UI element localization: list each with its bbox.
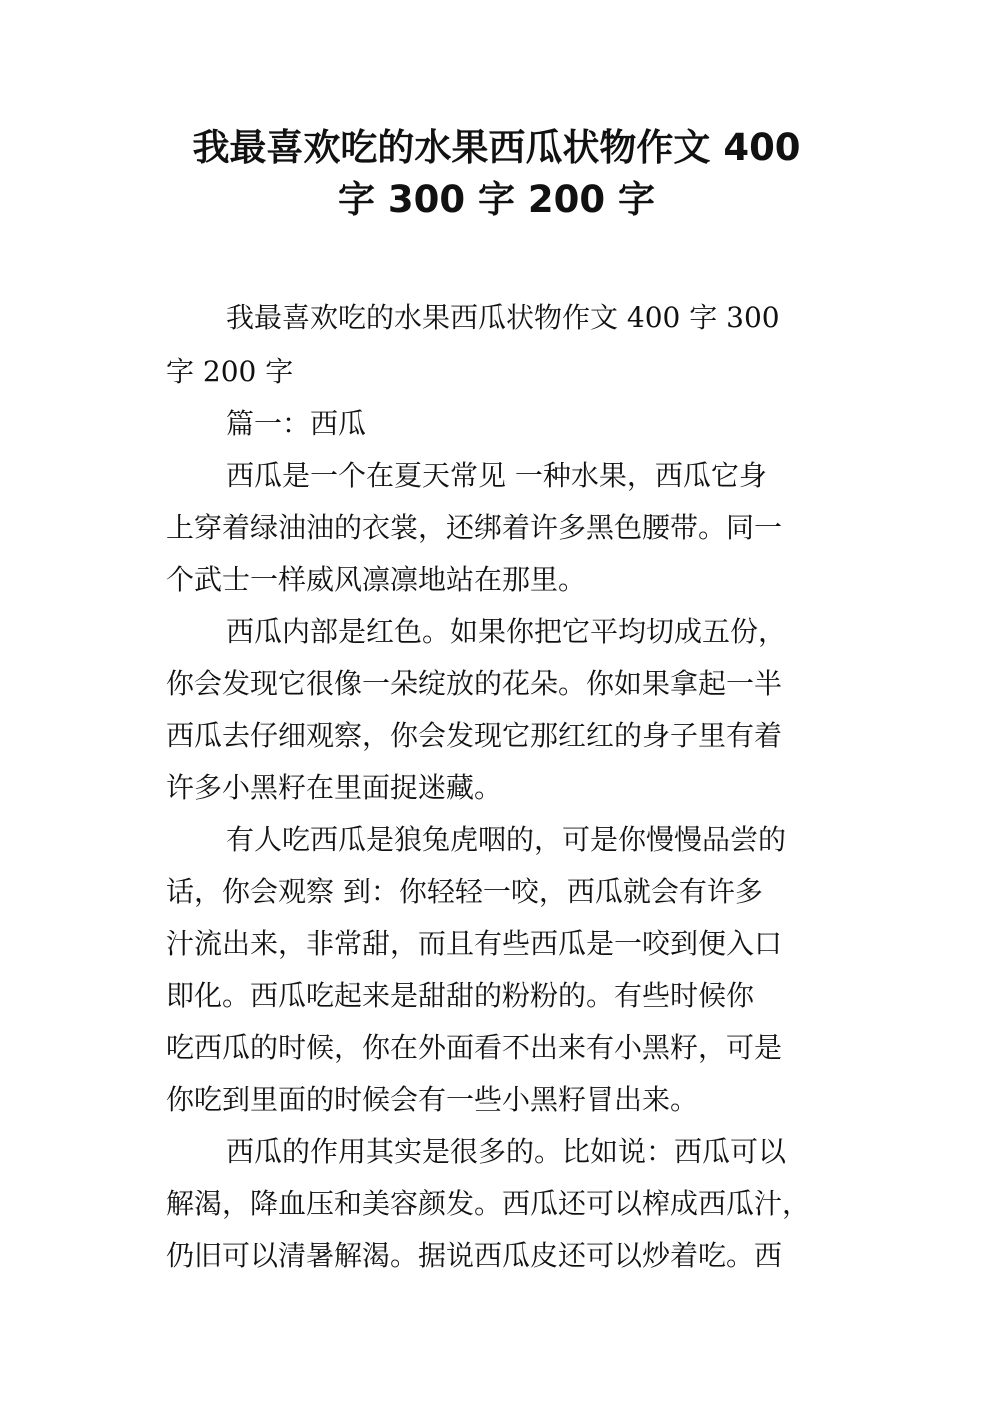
- body-line: 解渴，降血压和美容颜发。西瓜还可以榨成西瓜汁，: [166, 1187, 811, 1220]
- body-line: 上穿着绿油油的衣裳，还绑着许多黑色腰带。同一: [166, 511, 783, 544]
- body-line: 许多小黑籽在里面捉迷藏。: [166, 771, 503, 804]
- body-line: 西瓜的作用其实是很多的。比如说：西瓜可以: [226, 1135, 787, 1168]
- document-title-line-1: 我最喜欢吃的水果西瓜状物作文 400: [192, 126, 801, 169]
- body-line: 有人吃西瓜是狼兔虎咽的，可是你慢慢品尝的: [226, 823, 787, 856]
- body-line: 即化。西瓜吃起来是甜甜的粉粉的。有些时候你: [166, 979, 755, 1012]
- body-line: 个武士一样威风凛凛地站在那里。: [166, 563, 587, 596]
- body-line: 西瓜内部是红色。如果你把它平均切成五份，: [226, 615, 787, 648]
- section-heading: 篇一：西瓜: [226, 407, 367, 440]
- body-line: 你吃到里面的时候会有一些小黑籽冒出来。: [166, 1083, 699, 1116]
- body-line: 话，你会观察 到：你轻轻一咬，西瓜就会有许多: [166, 875, 763, 908]
- body-line: 我最喜欢吃的水果西瓜状物作文 400 字 300: [226, 301, 780, 334]
- body-line: 吃西瓜的时候，你在外面看不出来有小黑籽，可是: [166, 1031, 783, 1064]
- body-line: 西瓜是一个在夏天常见 一种水果，西瓜它身: [226, 459, 767, 492]
- body-line: 汁流出来，非常甜，而且有些西瓜是一咬到便入口: [166, 927, 783, 960]
- body-line: 字 200 字: [166, 355, 294, 388]
- body-line: 西瓜去仔细观察，你会发现它那红红的身子里有着: [166, 719, 783, 752]
- body-line: 仍旧可以清暑解渴。据说西瓜皮还可以炒着吃。西: [166, 1239, 783, 1272]
- document-title-line-2: 字 300 字 200 字: [338, 178, 655, 221]
- body-line: 你会发现它很像一朵绽放的花朵。你如果拿起一半: [166, 667, 783, 700]
